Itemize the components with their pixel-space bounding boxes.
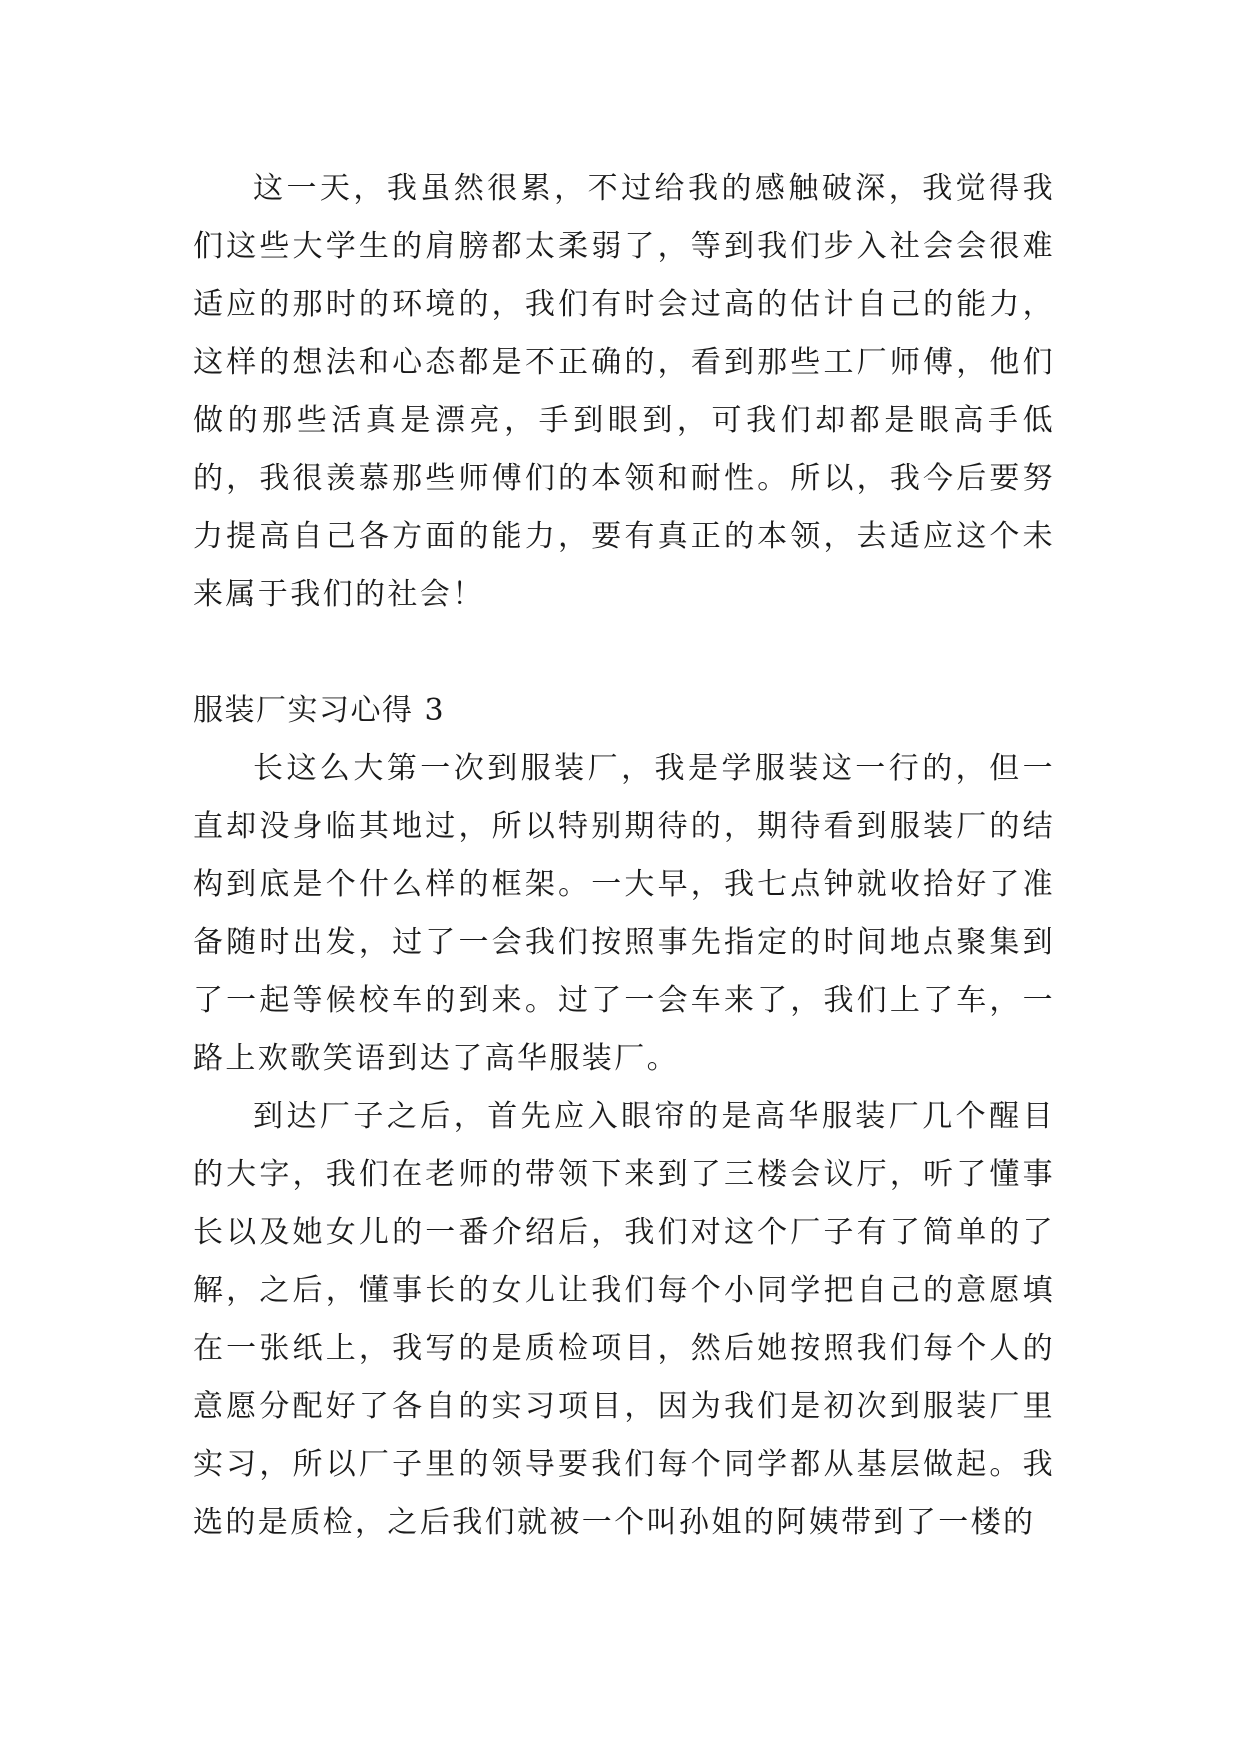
paragraph-reflection: 这一天，我虽然很累，不过给我的感触破深，我觉得我们这些大学生的肩膀都太柔弱了，等到我们步入社会会很难适应的那时的环境的，我们有时会过高的估计自己的能力，这样的想法和心态都是不正确的，看到那些工厂师傅，他们做的那些活真是漂亮，手到眼到，可我们却都是眼高手低的，我很羡慕那些师傅们的本领和耐性。所以，我今后要努力提高自己各方面的能力，要有真正的本领，去适应这个未来属于我们的社会！	[193, 171, 1055, 612]
paragraph-factory-intro: 到达厂子之后，首先应入眼帘的是高华服装厂几个醒目的大字，我们在老师的带领下来到了三楼会议厅，听了懂事长以及她女儿的一番介绍后，我们对这个厂子有了简单的了解，之后，懂事长的女儿让我们每个小同学把自己的意愿填在一张纸上，我写的是质检项目，然后她按照我们每个人的意愿分配好了各自的实习项目，因为我们是初次到服装厂里实习，所以厂子里的领导要我们每个同学都从基层做起。我选的是质检，之后我们就被一个叫孙姐的阿姨带到了一楼的	[193, 1099, 1055, 1540]
document-body	[193, 160, 1055, 1552]
paragraph-arrival: 长这么大第一次到服装厂，我是学服装这一行的，但一直却没身临其地过，所以特别期待的，期待看到服装厂的结构到底是个什么样的框架。一大早，我七点钟就收拾好了准备随时出发，过了一会我们按照事先指定的时间地点聚集到了一起等候校车的到来。过了一会车来了，我们上了车，一路上欢歌笑语到达了高华服装厂。	[193, 751, 1055, 1076]
section-heading: 服装厂实习心得 3	[193, 693, 446, 728]
paragraph-spacer	[193, 624, 1055, 682]
